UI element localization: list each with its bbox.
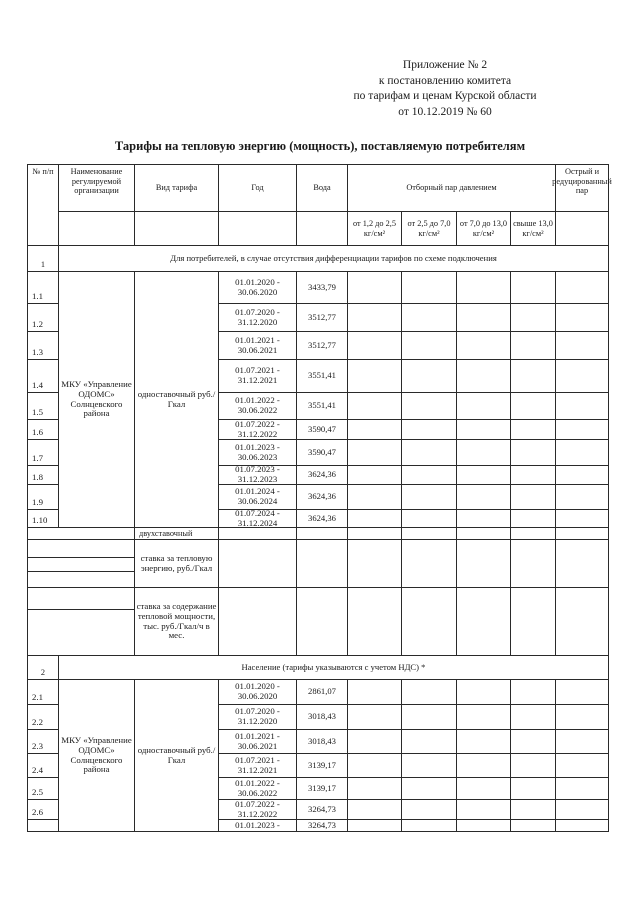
water-tariff-value xyxy=(297,705,348,730)
energy-rate-label xyxy=(135,540,219,588)
section-title xyxy=(59,656,609,680)
tariff-period-text: 01.01.2020 - 30.06.2020 xyxy=(235,681,280,701)
row-number-text: 1.6 xyxy=(32,427,43,438)
empty-cell xyxy=(348,485,402,510)
water-tariff-value-text: 3624,36 xyxy=(308,512,336,523)
empty-cell xyxy=(556,510,609,528)
row-number xyxy=(27,485,59,510)
tariff-period xyxy=(219,440,297,466)
water-tariff-value-text: 3512,77 xyxy=(308,311,336,322)
empty-cell xyxy=(348,304,402,332)
empty-cell xyxy=(511,588,556,656)
water-tariff-value-text: 3590,47 xyxy=(308,423,336,434)
tariff-period xyxy=(219,393,297,420)
empty-cell xyxy=(511,528,556,540)
row-number xyxy=(27,272,59,304)
document-title: Тарифы на тепловую энергию (мощность), поставляемую потребителям xyxy=(114,139,526,153)
water-tariff-value-text: 3551,41 xyxy=(308,370,336,381)
tariff-period xyxy=(219,420,297,440)
tariff-period xyxy=(219,360,297,393)
empty-cell xyxy=(402,754,457,778)
tariff-period-text: 01.01.2021 - 30.06.2021 xyxy=(235,334,280,355)
empty-cell xyxy=(402,588,457,656)
empty-cell xyxy=(457,800,511,820)
empty-cell xyxy=(457,272,511,304)
appendix-line: от 10.12.2019 № 60 xyxy=(398,105,492,118)
empty-cell xyxy=(457,304,511,332)
tariff-period-text: 01.01.2022 - 30.06.2022 xyxy=(235,777,280,798)
empty-cell xyxy=(511,360,556,393)
water-tariff-value xyxy=(297,332,348,360)
empty-cell xyxy=(511,466,556,485)
empty-cell xyxy=(556,820,609,832)
empty-cell xyxy=(511,705,556,730)
tariff-period xyxy=(219,485,297,510)
row-number-text: 2.3 xyxy=(32,741,43,752)
row-number-text: 1.5 xyxy=(32,407,43,418)
empty-cell xyxy=(348,393,402,420)
tariff-period xyxy=(219,730,297,754)
tariff-period xyxy=(219,272,297,304)
water-tariff-value xyxy=(297,754,348,778)
empty-cell xyxy=(457,393,511,420)
empty-cell xyxy=(348,420,402,440)
empty-cell xyxy=(402,778,457,800)
row-number-text: 2.6 xyxy=(32,807,43,818)
empty-cell xyxy=(402,705,457,730)
water-tariff-value xyxy=(297,272,348,304)
row-number xyxy=(27,393,59,420)
empty-cell xyxy=(457,360,511,393)
empty-cell xyxy=(297,528,348,540)
empty-cell xyxy=(556,360,609,393)
empty-cell xyxy=(556,393,609,420)
row-number xyxy=(27,440,59,466)
empty-cell xyxy=(511,440,556,466)
water-tariff-value-text: 3433,79 xyxy=(308,281,336,292)
section-number-text: 1 xyxy=(40,260,46,270)
header-pressure-range-text: от 1,2 до 2,5 кг/см² xyxy=(353,218,396,238)
empty-cell xyxy=(402,440,457,466)
water-tariff-value xyxy=(297,440,348,466)
header-sharp-steam-blank xyxy=(556,212,609,246)
tariff-period xyxy=(219,820,297,832)
header-sharp-steam xyxy=(552,164,612,212)
empty-cell xyxy=(457,680,511,705)
row-number-text: 2.5 xyxy=(32,787,43,798)
empty-cell xyxy=(556,485,609,510)
tariff-period xyxy=(219,466,297,485)
empty-cell xyxy=(556,730,609,754)
empty-cell xyxy=(27,572,135,588)
empty-cell xyxy=(219,540,297,588)
empty-cell xyxy=(402,540,457,588)
tariff-period xyxy=(219,332,297,360)
water-tariff-value xyxy=(297,420,348,440)
empty-cell xyxy=(511,510,556,528)
empty-cell xyxy=(511,332,556,360)
tariff-type xyxy=(135,680,219,832)
tariff-period xyxy=(219,778,297,800)
header-year-text: Год xyxy=(251,183,264,193)
empty-cell xyxy=(27,558,135,572)
tariff-period-text: 01.07.2021 - 31.12.2021 xyxy=(235,754,280,775)
empty-cell xyxy=(511,800,556,820)
empty-cell xyxy=(556,466,609,485)
empty-cell xyxy=(348,778,402,800)
empty-cell xyxy=(457,420,511,440)
empty-cell xyxy=(511,680,556,705)
tariff-period-text: 01.01.2022 - 30.06.2022 xyxy=(235,395,280,415)
empty-cell xyxy=(27,528,135,540)
empty-cell xyxy=(511,485,556,510)
tariff-period xyxy=(219,680,297,705)
row-number-text: 1.7 xyxy=(32,453,43,464)
header-pressure-range xyxy=(402,212,457,246)
empty-cell xyxy=(556,304,609,332)
water-tariff-value xyxy=(297,393,348,420)
header-pressure-range-text: от 7,0 до 13,0 кг/см² xyxy=(459,218,508,238)
empty-cell xyxy=(511,272,556,304)
tariff-period xyxy=(219,507,297,528)
empty-cell xyxy=(511,778,556,800)
row-number-text: 2.2 xyxy=(32,717,43,728)
tariff-type-text: одноставочный руб./Гкал xyxy=(137,388,216,409)
empty-cell xyxy=(511,393,556,420)
two-rate-label xyxy=(135,528,219,540)
row-number-text: 1.10 xyxy=(32,515,48,526)
tariff-period-text: 01.01.2020 - 30.06.2020 xyxy=(235,276,280,297)
tariff-period xyxy=(219,705,297,730)
header-pressure-range xyxy=(348,212,402,246)
row-number xyxy=(27,510,59,528)
empty-cell xyxy=(556,540,609,588)
empty-cell xyxy=(402,304,457,332)
empty-cell xyxy=(348,332,402,360)
header-tariff-type-blank xyxy=(135,212,219,246)
header-number-text: № п/п xyxy=(32,167,54,176)
empty-cell xyxy=(556,800,609,820)
row-number-text: 1.2 xyxy=(32,319,43,330)
water-tariff-value xyxy=(297,304,348,332)
water-tariff-value xyxy=(297,360,348,393)
organization-name-text: МКУ «Управление ОДОМС» Солнцевского района xyxy=(61,379,132,419)
empty-cell xyxy=(457,820,511,832)
tariff-period-text: 01.01.2023 - 30.06.2023 xyxy=(235,441,280,462)
tariff-period-text: 01.01.2023 - xyxy=(235,819,280,830)
row-number xyxy=(27,466,59,485)
water-tariff-value-text: 3512,77 xyxy=(308,339,336,350)
row-number-text: 1.4 xyxy=(32,380,43,391)
empty-cell xyxy=(402,820,457,832)
section-title-text: Для потребителей, в случае отсутствия дифференциации тарифов по схеме подключения xyxy=(170,252,497,263)
capacity-rate-label xyxy=(135,588,219,656)
header-steam-pressure-text: Отборный пар давлением xyxy=(406,183,497,193)
empty-cell xyxy=(511,754,556,778)
empty-cell xyxy=(457,754,511,778)
empty-cell xyxy=(457,510,511,528)
empty-cell xyxy=(348,540,402,588)
tariff-type-text: одноставочный руб./Гкал xyxy=(137,744,216,765)
capacity-rate-label-text: ставка за содержание тепловой мощности, тыс. руб./Гкал/ч в мес. xyxy=(136,601,217,641)
empty-cell xyxy=(457,440,511,466)
empty-cell xyxy=(348,800,402,820)
empty-cell xyxy=(511,730,556,754)
empty-cell xyxy=(348,528,402,540)
water-tariff-value-text: 3018,43 xyxy=(308,735,336,746)
water-tariff-value xyxy=(297,820,348,832)
empty-cell xyxy=(348,820,402,832)
water-tariff-value-text: 3264,73 xyxy=(308,819,336,830)
row-number xyxy=(27,420,59,440)
tariff-period xyxy=(219,754,297,778)
water-tariff-value xyxy=(297,466,348,485)
tariff-period-text: 01.07.2021 - 31.12.2021 xyxy=(235,365,280,385)
empty-cell xyxy=(348,705,402,730)
tariff-period-text: 01.07.2022 - 31.12.2022 xyxy=(235,798,280,819)
empty-cell xyxy=(402,420,457,440)
empty-cell xyxy=(457,705,511,730)
empty-cell xyxy=(457,730,511,754)
two-rate-label-text: двухставочный xyxy=(139,528,193,538)
empty-cell xyxy=(27,588,135,610)
section-number xyxy=(27,246,59,272)
header-water xyxy=(297,164,348,212)
water-tariff-value xyxy=(297,680,348,705)
tariff-period xyxy=(219,800,297,820)
empty-cell xyxy=(402,360,457,393)
tariff-period-text: 01.07.2024 - 31.12.2024 xyxy=(235,507,280,528)
water-tariff-value xyxy=(297,485,348,510)
empty-cell xyxy=(27,610,135,656)
row-number-text: 2.4 xyxy=(32,765,43,776)
empty-cell xyxy=(402,730,457,754)
row-number xyxy=(27,754,59,778)
empty-cell xyxy=(348,730,402,754)
water-tariff-value xyxy=(297,800,348,820)
header-tariff-type-text: Вид тарифа xyxy=(155,183,198,193)
water-tariff-value-text: 3018,43 xyxy=(308,711,336,722)
empty-cell xyxy=(219,588,297,656)
header-pressure-range xyxy=(511,212,556,246)
tariff-period-text: 01.07.2020 - 31.12.2020 xyxy=(235,706,280,726)
empty-cell xyxy=(402,528,457,540)
empty-cell xyxy=(556,272,609,304)
header-organization-text: Наименование регулируемой организации xyxy=(70,167,123,196)
tariff-period xyxy=(219,304,297,332)
empty-cell xyxy=(219,528,297,540)
empty-cell xyxy=(556,680,609,705)
tariff-period-text: 01.07.2020 - 31.12.2020 xyxy=(235,306,280,327)
row-number xyxy=(27,705,59,730)
empty-cell xyxy=(348,754,402,778)
empty-cell xyxy=(457,466,511,485)
tariff-table xyxy=(27,164,612,832)
empty-cell xyxy=(402,393,457,420)
tariff-period-text: 01.01.2024 - 30.06.2024 xyxy=(235,486,280,506)
water-tariff-value-text: 3139,17 xyxy=(308,759,336,770)
empty-cell xyxy=(556,332,609,360)
empty-cell xyxy=(27,540,135,558)
water-tariff-value xyxy=(297,778,348,800)
empty-cell xyxy=(402,332,457,360)
empty-cell xyxy=(511,820,556,832)
empty-cell xyxy=(348,680,402,705)
empty-cell xyxy=(297,588,348,656)
water-tariff-value-text: 3551,41 xyxy=(308,400,336,411)
empty-cell xyxy=(457,778,511,800)
section-title-text: Население (тарифы указываются с учетом НДС) * xyxy=(241,661,426,672)
empty-cell xyxy=(556,528,609,540)
empty-cell xyxy=(457,540,511,588)
tariff-period-text: 01.07.2023 - 31.12.2023 xyxy=(235,464,280,484)
empty-cell xyxy=(348,588,402,656)
empty-cell xyxy=(348,510,402,528)
appendix-line: по тарифам и ценам Курской области xyxy=(353,90,537,102)
empty-cell xyxy=(556,420,609,440)
empty-cell xyxy=(511,540,556,588)
header-sharp-steam-text: Острый и редуцированный пар xyxy=(552,167,612,196)
header-steam-pressure xyxy=(348,164,556,212)
section-number xyxy=(27,656,59,680)
empty-cell xyxy=(556,588,609,656)
row-number xyxy=(27,820,59,832)
empty-cell xyxy=(457,485,511,510)
empty-cell xyxy=(402,800,457,820)
empty-cell xyxy=(402,680,457,705)
header-water-blank xyxy=(297,212,348,246)
tariff-period-text: 01.07.2022 - 31.12.2022 xyxy=(235,418,280,439)
water-tariff-value xyxy=(297,510,348,528)
water-tariff-value-text: 3264,73 xyxy=(308,803,336,814)
row-number-text: 1.8 xyxy=(32,472,43,483)
empty-cell xyxy=(402,466,457,485)
header-number xyxy=(27,164,59,246)
water-tariff-value-text: 3624,36 xyxy=(308,491,336,502)
header-tariff-type xyxy=(135,164,219,212)
water-tariff-value-text: 3624,36 xyxy=(308,469,336,480)
water-tariff-value-text: 3139,17 xyxy=(308,782,336,793)
row-number xyxy=(27,360,59,393)
header-organization-blank xyxy=(59,212,135,246)
row-number xyxy=(27,332,59,360)
section-title xyxy=(59,246,609,272)
empty-cell xyxy=(556,440,609,466)
empty-cell xyxy=(348,360,402,393)
empty-cell xyxy=(457,528,511,540)
water-tariff-value-text: 2861,07 xyxy=(308,686,336,697)
empty-cell xyxy=(556,778,609,800)
water-tariff-value-text: 3590,47 xyxy=(308,446,336,457)
empty-cell xyxy=(457,332,511,360)
tariff-period-text: 01.01.2021 - 30.06.2021 xyxy=(235,730,280,751)
empty-cell xyxy=(511,304,556,332)
appendix-line: Приложение № 2 xyxy=(402,59,488,71)
row-number xyxy=(27,730,59,754)
empty-cell xyxy=(457,588,511,656)
empty-cell xyxy=(348,440,402,466)
row-number-text: 1.9 xyxy=(32,497,43,508)
empty-cell xyxy=(556,705,609,730)
empty-cell xyxy=(348,272,402,304)
row-number xyxy=(27,680,59,705)
header-year-blank xyxy=(219,212,297,246)
water-tariff-value xyxy=(297,730,348,754)
row-number-text: 1.1 xyxy=(32,291,43,302)
empty-cell xyxy=(402,510,457,528)
section-number-text: 2 xyxy=(40,668,46,678)
empty-cell xyxy=(297,540,348,588)
empty-cell xyxy=(511,420,556,440)
header-pressure-range xyxy=(457,212,511,246)
tariff-type xyxy=(135,272,219,528)
header-organization xyxy=(59,164,135,212)
empty-cell xyxy=(348,466,402,485)
organization-name xyxy=(59,272,135,528)
empty-cell xyxy=(402,485,457,510)
empty-cell xyxy=(402,272,457,304)
header-year xyxy=(219,164,297,212)
header-water-text: Вода xyxy=(313,183,331,193)
organization-name-text: МКУ «Управление ОДОМС» Солнцевского района xyxy=(61,735,132,775)
row-number xyxy=(27,800,59,820)
organization-name xyxy=(59,680,135,832)
energy-rate-label-text: ставка за тепловую энергию, руб./Гкал xyxy=(140,552,213,573)
header-pressure-range-text: от 2,5 до 7,0 кг/см² xyxy=(407,218,451,238)
row-number-text: 2.1 xyxy=(32,692,43,703)
empty-cell xyxy=(556,754,609,778)
appendix-line: к постановлению комитета xyxy=(378,74,512,87)
row-number xyxy=(27,778,59,800)
appendix-note xyxy=(330,58,560,120)
row-number-text: 1.3 xyxy=(32,347,43,358)
header-pressure-range-text: свыше 13,0 кг/см² xyxy=(513,218,553,238)
row-number xyxy=(27,304,59,332)
